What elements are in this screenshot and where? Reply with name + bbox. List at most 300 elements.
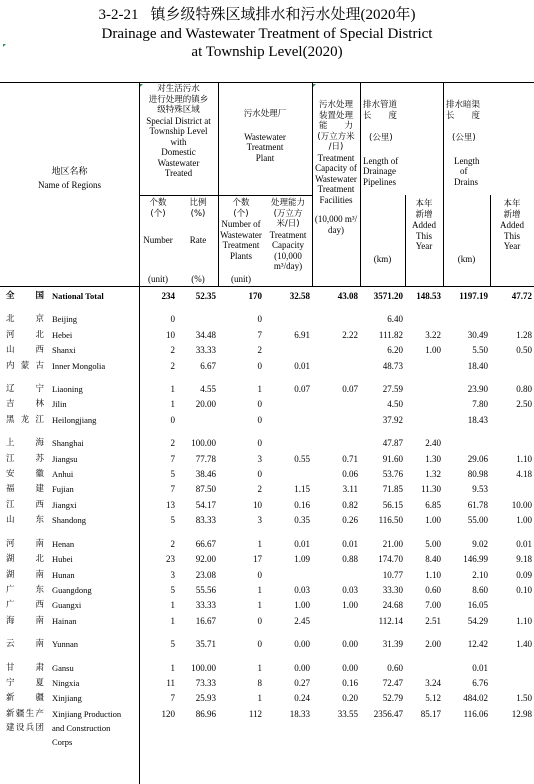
data-cell: 1.40: [516, 639, 532, 650]
data-cell: 0: [257, 360, 262, 371]
table-row: [0, 397, 534, 412]
row-spacer: [0, 529, 534, 537]
table-row: [0, 661, 534, 676]
table-row: [0, 707, 534, 721]
header-pipeline-added: 本年 新增 Added This Year: [412, 199, 436, 251]
data-cell: 0.01: [294, 538, 310, 549]
region-name-en: Xinjiang Production: [52, 708, 122, 719]
data-cell: 17: [253, 554, 262, 565]
data-cell: 0.60: [425, 584, 441, 595]
data-cell: 0.80: [516, 384, 532, 395]
data-cell: [264, 413, 312, 428]
data-cell: [264, 343, 312, 358]
data-cell: 0: [257, 414, 262, 425]
data-cell: 55.56: [195, 584, 216, 595]
region-name-en: Xinjiang: [52, 693, 82, 704]
region-name-cn: 北京: [6, 314, 44, 325]
data-cell: 2.51: [425, 615, 441, 626]
data-cell: 1.00: [425, 515, 441, 526]
header-drain-unit: (km): [457, 254, 476, 264]
region-name-en: Hainan: [52, 615, 77, 626]
data-cell: 10: [166, 329, 175, 340]
data-cell: [405, 413, 443, 428]
data-cell: 7.00: [425, 600, 441, 611]
title-en-line2: at Township Level(2020): [191, 44, 343, 60]
data-cell: [312, 312, 360, 327]
table-row: [0, 691, 534, 706]
data-cell: 6.85: [425, 499, 441, 510]
data-cell: [312, 343, 360, 358]
region-name-en: National Total: [52, 291, 104, 301]
data-cell: [360, 721, 405, 735]
data-cell: 0.60: [387, 662, 403, 673]
region-name-cn: 甘肃: [6, 662, 44, 673]
data-cell: [405, 382, 443, 397]
region-name-en: Guangxi: [52, 600, 82, 611]
data-cell: [264, 436, 312, 451]
header-mid-rule: [139, 195, 312, 196]
data-cell: [490, 735, 534, 749]
data-cell: 0.24: [294, 693, 310, 704]
data-cell: [312, 735, 360, 749]
data-cell: 66.67: [195, 538, 216, 549]
region-name-cn: 河南: [6, 538, 44, 549]
region-name-cn: 建设兵团: [6, 722, 44, 733]
table-row: [0, 537, 534, 552]
table-row: [0, 436, 534, 451]
data-cell: 234: [161, 291, 175, 301]
data-cell: 2: [170, 538, 175, 549]
data-cell: 5: [170, 469, 175, 480]
table-row: [0, 482, 534, 497]
data-cell: 0.09: [516, 569, 532, 580]
data-cell: 0.55: [294, 453, 310, 464]
data-cell: 23: [166, 554, 175, 565]
data-cell: 11: [166, 677, 175, 688]
header-number-unit: (unit): [148, 274, 168, 284]
data-cell: 0.01: [294, 360, 310, 371]
row-spacer: [0, 629, 534, 637]
data-cell: 52.35: [195, 291, 216, 301]
data-cell: 112: [248, 708, 262, 719]
data-cell: 33.33: [195, 600, 216, 611]
data-cell: [312, 614, 360, 629]
data-cell: [490, 359, 534, 374]
data-cell: 21.00: [382, 538, 403, 549]
data-cell: [405, 735, 443, 749]
data-cell: 33.55: [337, 708, 358, 719]
region-name-cn: 宁夏: [6, 677, 44, 688]
data-cell: 2: [257, 345, 262, 356]
data-cell: [490, 598, 534, 613]
data-cell: 0.27: [294, 677, 310, 688]
region-name-en: Inner Mongolia: [52, 360, 106, 371]
data-cell: 10: [253, 499, 262, 510]
header-pipeline-unit: (km): [373, 254, 392, 264]
data-cell: 0.01: [342, 538, 358, 549]
data-cell: 1: [257, 384, 262, 395]
data-cell: 3.22: [425, 329, 441, 340]
region-name-cn: 新疆生产: [6, 708, 44, 719]
data-cell: 16.67: [195, 615, 216, 626]
data-cell: 71.85: [382, 484, 403, 495]
row-spacer: [0, 374, 534, 382]
data-cell: 7: [170, 484, 175, 495]
data-cell: [443, 735, 490, 749]
data-cell: 2.22: [342, 329, 358, 340]
data-cell: 1: [170, 384, 175, 395]
data-cell: [405, 359, 443, 374]
region-name-en: Liaoning: [52, 384, 83, 395]
data-cell: 2.45: [294, 615, 310, 626]
table-row: [0, 735, 534, 749]
data-cell: [490, 312, 534, 327]
data-cell: 33.33: [195, 345, 216, 356]
table-row: [0, 467, 534, 482]
data-cell: 31.39: [382, 639, 403, 650]
data-cell: 2356.47: [373, 708, 403, 719]
region-name-cn: 安徽: [6, 469, 44, 480]
table-row: [0, 721, 534, 735]
data-cell: [405, 661, 443, 676]
data-cell: [490, 482, 534, 497]
data-cell: 111.82: [378, 329, 403, 340]
data-cell: 8.60: [472, 584, 488, 595]
region-name-cn: 广西: [6, 600, 44, 611]
data-cell: 116.50: [378, 515, 403, 526]
data-cell: 92.00: [195, 554, 216, 565]
data-cell: 3571.20: [373, 291, 403, 301]
row-spacer: [0, 304, 534, 312]
data-cell: [405, 721, 443, 735]
region-name-en: Shandong: [52, 515, 86, 526]
data-cell: [264, 735, 312, 749]
data-cell: [264, 467, 312, 482]
data-cell: 27.59: [382, 384, 403, 395]
region-name-cn: 新疆: [6, 693, 44, 704]
header-bottom-rule: [0, 286, 534, 287]
data-table: [0, 289, 534, 749]
data-cell: 7.80: [472, 399, 488, 410]
data-cell: 146.99: [463, 554, 488, 565]
data-cell: 53.76: [382, 469, 403, 480]
header-rate: 比例 (%) Rate: [189, 198, 207, 245]
data-cell: 3: [257, 515, 262, 526]
data-cell: 56.15: [382, 499, 403, 510]
data-cell: [405, 397, 443, 412]
cell-marker: [313, 84, 316, 87]
data-cell: 4.50: [387, 399, 403, 410]
data-cell: 0.00: [342, 639, 358, 650]
data-cell: 0.10: [516, 584, 532, 595]
data-cell: [139, 721, 177, 735]
data-cell: 1: [257, 662, 262, 673]
data-cell: 5.50: [472, 345, 488, 356]
data-cell: 11.30: [421, 484, 441, 495]
region-name-en: and Construction: [52, 722, 111, 733]
region-name-en: Anhui: [52, 469, 74, 480]
data-cell: 2.00: [425, 639, 441, 650]
data-cell: 18.43: [467, 414, 488, 425]
header-top-rule: [0, 82, 534, 83]
table-row: [0, 382, 534, 397]
data-cell: 3: [257, 453, 262, 464]
data-cell: 87.50: [195, 484, 216, 495]
data-cell: [312, 721, 360, 735]
region-name-cn: 江苏: [6, 453, 44, 464]
data-cell: 0: [257, 639, 262, 650]
region-name-en: Beijing: [52, 314, 78, 325]
data-cell: [443, 721, 490, 735]
table-row: [0, 676, 534, 691]
data-rows: [0, 289, 534, 749]
data-cell: 5: [170, 584, 175, 595]
data-cell: 1: [257, 584, 262, 595]
data-cell: 80.98: [467, 469, 488, 480]
region-name-cn: 河北: [6, 329, 44, 340]
data-cell: [312, 359, 360, 374]
cell-marker: [3, 44, 6, 47]
data-cell: 5: [170, 639, 175, 650]
data-cell: 100.00: [191, 662, 216, 673]
data-cell: 1.30: [425, 453, 441, 464]
data-cell: 0.00: [294, 662, 310, 673]
region-name-en: Corps: [52, 736, 73, 747]
data-cell: 20.00: [195, 399, 216, 410]
region-name-en: Guangdong: [52, 584, 92, 595]
region-name-cn: 内蒙古: [6, 360, 44, 371]
data-cell: 1: [170, 600, 175, 611]
table-row: [0, 359, 534, 374]
data-cell: 3: [170, 569, 175, 580]
data-cell: 0.50: [516, 345, 532, 356]
data-cell: 6.76: [472, 677, 488, 688]
table-row: [0, 498, 534, 513]
data-cell: [218, 721, 264, 735]
data-cell: 4.55: [200, 384, 216, 395]
header-rate-unit: (%): [191, 274, 205, 284]
table-row: [0, 312, 534, 327]
data-cell: 112.14: [378, 615, 403, 626]
data-cell: [264, 397, 312, 412]
table-row: [0, 614, 534, 629]
data-cell: 1.00: [342, 600, 358, 611]
region-name-en: Fujian: [52, 484, 74, 495]
data-cell: 9.02: [472, 538, 488, 549]
data-cell: 0: [257, 569, 262, 580]
data-cell: 9.53: [472, 484, 488, 495]
data-cell: 9.18: [516, 554, 532, 565]
data-cell: 30.49: [467, 329, 488, 340]
data-cell: 484.02: [463, 693, 488, 704]
cell-marker: [140, 84, 143, 87]
data-cell: 0.00: [342, 662, 358, 673]
data-cell: 13: [166, 499, 175, 510]
data-cell: 12.98: [511, 708, 532, 719]
data-cell: 1.28: [516, 329, 532, 340]
data-cell: 0.35: [294, 515, 310, 526]
data-cell: 5.00: [425, 538, 441, 549]
data-cell: 16.05: [467, 600, 488, 611]
data-cell: 4.18: [516, 469, 532, 480]
data-cell: [139, 735, 177, 749]
data-cell: 0.88: [342, 554, 358, 565]
data-cell: 47.72: [511, 291, 532, 301]
data-cell: [177, 312, 218, 327]
data-cell: 0: [257, 469, 262, 480]
data-cell: [218, 735, 264, 749]
data-cell: 1.15: [294, 484, 310, 495]
data-cell: 2: [170, 360, 175, 371]
data-cell: 0: [257, 615, 262, 626]
table-row: [0, 328, 534, 343]
data-cell: 0.71: [342, 453, 358, 464]
table-row: [0, 413, 534, 428]
table-number: 3-2-21: [98, 7, 139, 23]
header-special-district: 对生活污水 进行处理的镇乡 级特殊区域 Special District at Township Level with Domestic Wastewater Treated: [146, 84, 211, 178]
data-cell: 0.07: [294, 384, 310, 395]
data-cell: 6.67: [200, 360, 216, 371]
data-cell: 0: [257, 399, 262, 410]
data-cell: 23.08: [195, 569, 216, 580]
data-cell: 0: [170, 414, 175, 425]
region-name-en: Jiangsu: [52, 453, 78, 464]
data-cell: 1: [170, 399, 175, 410]
data-cell: 0.82: [342, 499, 358, 510]
data-cell: 1: [257, 693, 262, 704]
data-cell: 72.47: [382, 677, 403, 688]
data-cell: 100.00: [191, 438, 216, 449]
region-name-en: Jilin: [52, 399, 67, 410]
data-cell: 10.77: [382, 569, 403, 580]
data-cell: 25.93: [195, 693, 216, 704]
data-cell: 0: [257, 314, 262, 325]
data-cell: 0.07: [342, 384, 358, 395]
data-cell: 7: [170, 453, 175, 464]
data-cell: 32.58: [289, 291, 310, 301]
data-cell: 61.78: [467, 499, 488, 510]
data-cell: [443, 436, 490, 451]
data-cell: 34.48: [195, 329, 216, 340]
data-cell: 77.78: [195, 453, 216, 464]
header-drain: 排水暗渠 长 度 (公里) Length of Drains: [446, 100, 481, 187]
table-row: [0, 583, 534, 598]
data-cell: 10.00: [511, 499, 532, 510]
data-cell: 2.10: [472, 569, 488, 580]
data-cell: 86.96: [195, 708, 216, 719]
data-cell: 1.10: [516, 453, 532, 464]
data-cell: 2.40: [425, 438, 441, 449]
data-cell: 1.09: [294, 554, 310, 565]
data-cell: [490, 676, 534, 691]
data-cell: 6.20: [387, 345, 403, 356]
data-cell: [490, 413, 534, 428]
region-name-cn: 福建: [6, 484, 44, 495]
data-cell: 52.79: [382, 693, 403, 704]
data-cell: 0.03: [342, 584, 358, 595]
region-name-cn: 云南: [6, 639, 44, 650]
header-plant-capacity: 处理能力 (万立方 米/日) Treatment Capacity (10,000 m³/day): [269, 198, 307, 271]
data-cell: [490, 661, 534, 676]
data-cell: [264, 312, 312, 327]
data-cell: 18.33: [289, 708, 310, 719]
region-name-cn: 广东: [6, 584, 44, 595]
region-name-en: Heilongjiang: [52, 414, 97, 425]
data-cell: 73.33: [195, 677, 216, 688]
table-row: [0, 637, 534, 652]
data-cell: 0.01: [516, 538, 532, 549]
region-name-en: Henan: [52, 538, 75, 549]
data-cell: 54.17: [195, 499, 216, 510]
data-cell: 0.16: [294, 499, 310, 510]
data-cell: 1: [170, 662, 175, 673]
data-cell: [312, 413, 360, 428]
table-row: [0, 343, 534, 358]
header-region: 地区名称 Name of Regions: [38, 167, 101, 190]
data-cell: 0.00: [294, 639, 310, 650]
data-cell: [312, 436, 360, 451]
data-cell: 1197.19: [459, 291, 488, 301]
header-pipeline: 排水管道 长 度 (公里) Length of Drainage Pipelines: [363, 100, 399, 187]
data-cell: [312, 397, 360, 412]
data-cell: 0.06: [342, 469, 358, 480]
table-row: [0, 513, 534, 528]
region-name-cn: [0, 735, 48, 749]
region-name-cn: 湖南: [6, 569, 44, 580]
data-cell: 1.00: [425, 345, 441, 356]
table-row: [0, 452, 534, 467]
data-cell: 0.20: [342, 693, 358, 704]
region-name-en: Jiangxi: [52, 499, 77, 510]
table-row: [0, 289, 534, 304]
data-cell: 83.33: [195, 515, 216, 526]
data-cell: 24.68: [382, 600, 403, 611]
data-cell: 2: [170, 345, 175, 356]
data-cell: 7: [170, 693, 175, 704]
data-cell: 8.40: [425, 554, 441, 565]
data-cell: [490, 436, 534, 451]
data-cell: 1: [257, 538, 262, 549]
title-block: [0, 6, 534, 61]
data-cell: 0.26: [342, 515, 358, 526]
region-name-en: Hubei: [52, 554, 73, 565]
data-cell: [177, 721, 218, 735]
data-cell: 47.87: [382, 438, 403, 449]
header-plant: 污水处理厂 Wastewater Treatment Plant: [243, 109, 287, 163]
data-cell: 1: [170, 615, 175, 626]
data-cell: 0.16: [342, 677, 358, 688]
region-name-cn: 全国: [6, 291, 44, 301]
data-cell: 33.30: [382, 584, 403, 595]
data-cell: 2.50: [516, 399, 532, 410]
region-name-cn: 黑龙江: [6, 414, 44, 425]
data-cell: [264, 721, 312, 735]
title-en-line1: Drainage and Wastewater Treatment of Special District: [101, 26, 433, 42]
region-name-cn: 山东: [6, 515, 44, 526]
data-cell: 1.00: [516, 515, 532, 526]
data-cell: 5: [170, 515, 175, 526]
table-row: [0, 552, 534, 567]
region-name-en: Ningxia: [52, 677, 80, 688]
data-cell: 43.08: [337, 291, 358, 301]
data-cell: 6.40: [387, 314, 403, 325]
data-cell: 54.29: [467, 615, 488, 626]
region-name-en: Shanxi: [52, 345, 76, 356]
data-cell: 1.32: [425, 469, 441, 480]
region-name-cn: 湖北: [6, 554, 44, 565]
data-cell: 3.11: [342, 484, 358, 495]
data-cell: 2: [170, 438, 175, 449]
